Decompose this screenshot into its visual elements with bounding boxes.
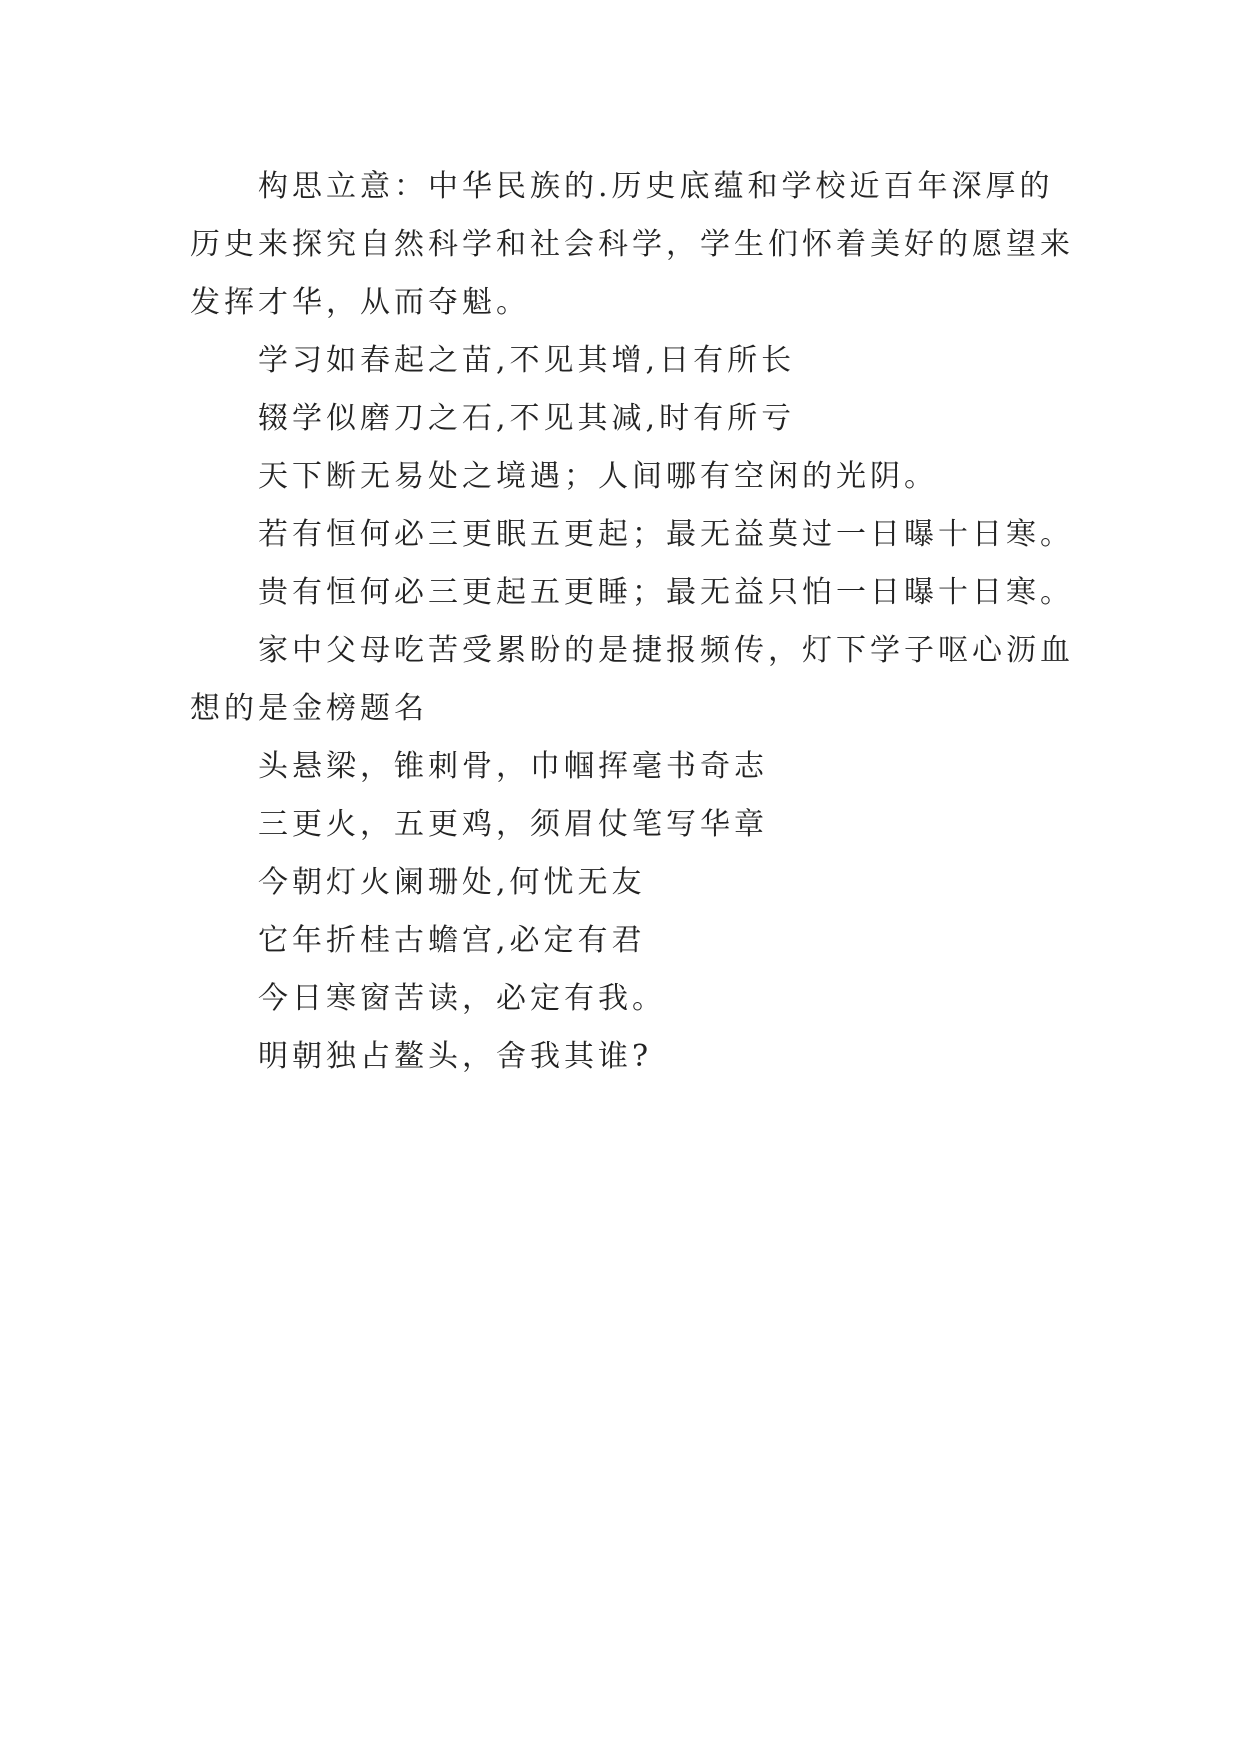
paragraph-line: 家中父母吃苦受累盼的是捷报频传，灯下学子呕心沥血想的是金榜题名 xyxy=(190,633,1074,726)
paragraph-line: 今朝灯火阑珊处,何忧无友 xyxy=(258,865,646,900)
paragraph-line: 今日寒窗苦读，必定有我。 xyxy=(258,981,666,1016)
paragraph-line: 头悬梁，锥刺骨，巾帼挥毫书奇志 xyxy=(258,749,768,784)
document-body xyxy=(190,158,1075,1086)
paragraph-line: 天下断无易处之境遇；人间哪有空闲的光阴。 xyxy=(258,459,938,494)
paragraph-line: 贵有恒何必三更起五更睡；最无益只怕一日曝十日寒。 xyxy=(258,575,1074,610)
paragraph-line: 三更火，五更鸡，须眉仗笔写华章 xyxy=(258,807,768,842)
paragraph-line: 它年折桂古蟾宫,必定有君 xyxy=(258,923,646,958)
paragraph-line: 辍学似磨刀之石,不见其减,时有所亏 xyxy=(258,401,796,436)
paragraph-line: 学习如春起之苗,不见其增,日有所长 xyxy=(258,343,796,378)
paragraph-concept: 构思立意：中华民族的.历史底蕴和学校近百年深厚的历史来探究自然科学和社会科学，学生们怀着美好的愿望来发挥才华，从而夺魁。 xyxy=(190,169,1074,320)
paragraph-line: 明朝独占鳌头，舍我其谁? xyxy=(258,1039,653,1074)
paragraph-line: 若有恒何必三更眠五更起；最无益莫过一日曝十日寒。 xyxy=(258,517,1074,552)
